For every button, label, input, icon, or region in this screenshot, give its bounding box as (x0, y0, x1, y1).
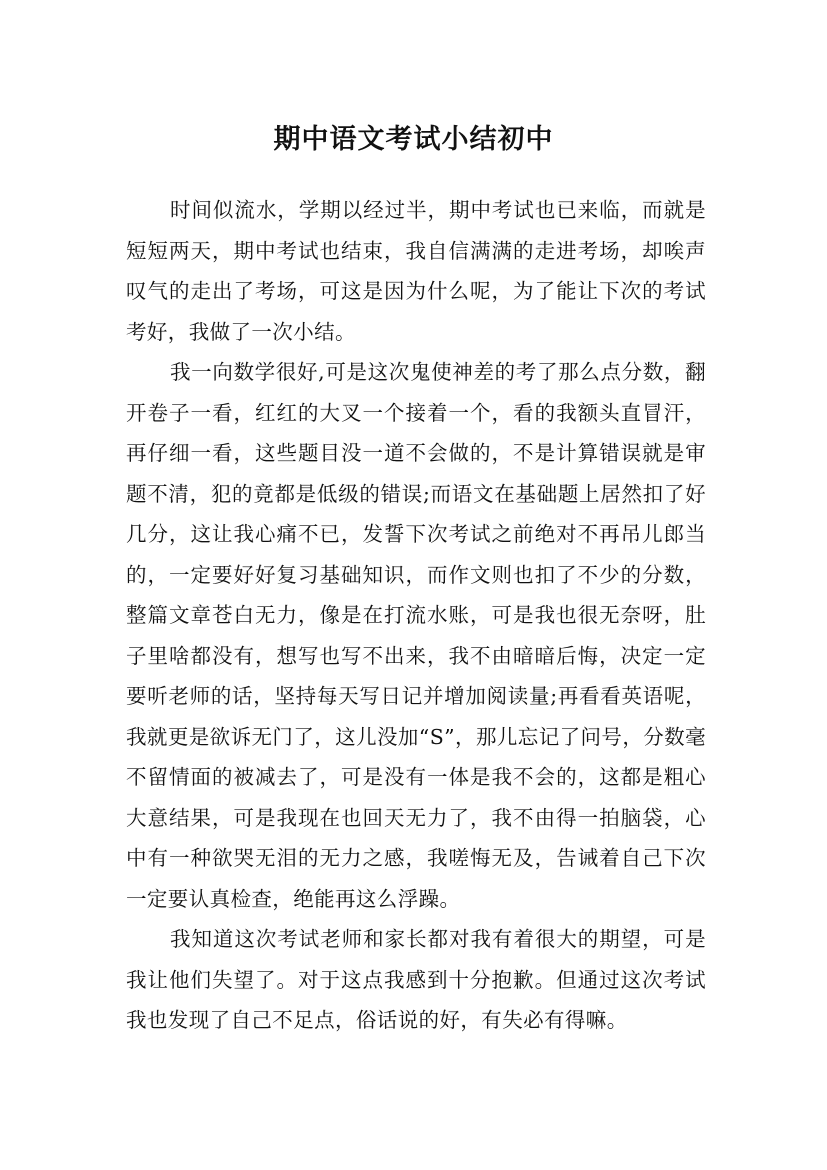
paragraph-3: 我知道这次考试老师和家长都对我有着很大的期望，可是我让他们失望了。对于这点我感到十分抱歉。但通过这次考试我也发现了自己不足点，俗话说的好，有失必有得嘛。 (126, 927, 706, 1032)
paragraph-2: 我一向数学很好,可是这次鬼使神差的考了那么点分数，翻开卷子一看，红红的大叉一个接着一个，看的我额头直冒汗，再仔细一看，这些题目没一道不会做的，不是计算错误就是审题不清，犯的竟都是低级的错误;而语文在基础题上居然扣了好几分，这让我心痛不已，发誓下次考试之前绝对不再吊儿郎当的，一定要好好复习基础知识，而作文则也扣了不少的分数，整篇文章苍白无力，像是在打流水账，可是我也很无奈呀，肚子里啥都没有，想写也写不出来，我不由暗暗后悔，决定一定要听老师的话，坚持每天写日记并增加阅读量;再看看英语呢，我就更是欲诉无门了，这儿没加“S”，那儿忘记了问号，分数毫不留情面的被减去了，可是没有一体是我不会的，这都是粗心大意结果，可是我现在也回天无力了，我不由得一拍脑袋，心中有一种欲哭无泪的无力之感，我嗟悔无及，告诫着自己下次一定要认真检查，绝能再这么浮躁。 (126, 360, 706, 911)
document-body (126, 190, 706, 1041)
paragraph-1: 时间似流水，学期以经过半，期中考试也已来临，而就是短短两天，期中考试也结束，我自信满满的走进考场，却唉声叹气的走出了考场，可这是因为什么呢，为了能让下次的考试考好，我做了一次小结。 (126, 198, 706, 344)
document-title: 期中语文考试小结初中 (273, 124, 554, 156)
